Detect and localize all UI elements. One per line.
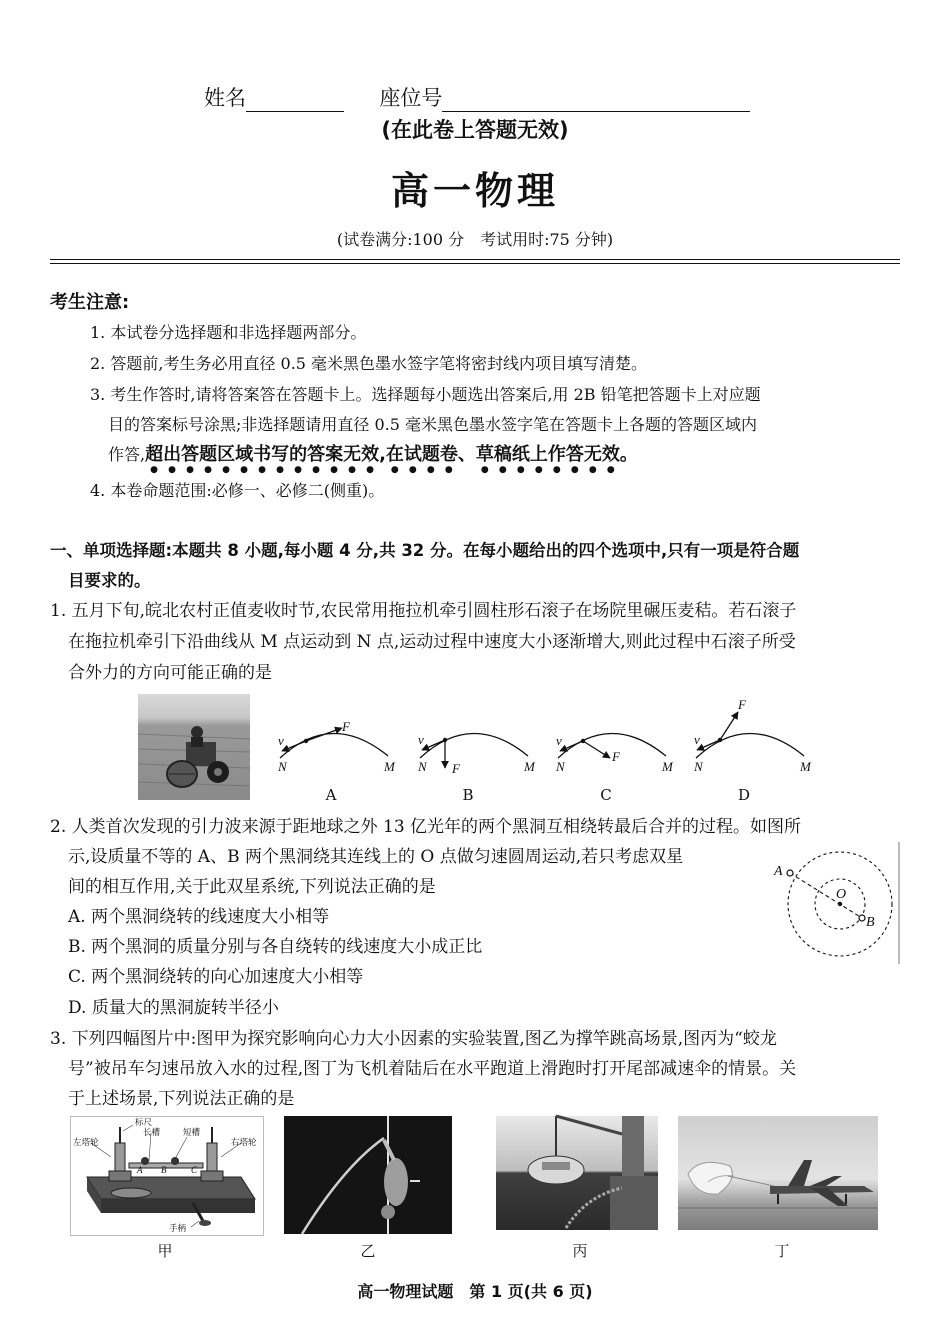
q1-line-1: 1. 五月下旬,皖北农村正值麦收时节,农民常用拖拉机牵引圆柱形石滚子在场院里碾压麦秸。若石滚子 (50, 601, 797, 621)
page-footer: 高一物理试题 第 1 页(共 6 页) (357, 1282, 593, 1301)
apparatus-label-right-tower: 右塔轮 (231, 1138, 257, 1148)
q1-option-c-label: C (600, 786, 612, 804)
q3-line-3: 于上述场景,下列说法正确的是 (68, 1089, 295, 1109)
binary-star-diagram (768, 838, 904, 968)
candidate-info-line (204, 82, 750, 112)
q1-line-3: 合外力的方向可能正确的是 (68, 663, 272, 683)
label-m-d: M (800, 759, 811, 774)
curve-option-d (696, 733, 804, 758)
label-v-c: v (556, 733, 562, 748)
q2-line-2: 示,设质量不等的 A、B 两个黑洞绕其连线上的 O 点做匀速圆周运动,若只考虑双星 (68, 847, 684, 867)
note-item-3-emphasis: 超出答题区域书写的答案无效,在试题卷、草稿纸上作答无效。 (145, 444, 638, 465)
q2-option-d: D. 质量大的黑洞旋转半径小 (68, 998, 279, 1018)
apparatus-label-b: B (161, 1165, 167, 1175)
label-m-a: M (384, 759, 395, 774)
label-f-b: F (452, 761, 460, 776)
note-item-4: 4. 本卷命题范围:必修一、必修二(侧重)。 (90, 481, 385, 500)
notes-heading: 考生注意: (50, 292, 130, 313)
jet-drag-chute-photo (678, 1116, 878, 1230)
apparatus-label-handle: 手柄 (169, 1224, 187, 1234)
apparatus-label-long-slot: 长槽 (143, 1128, 161, 1138)
seat-label: 座位号 (379, 86, 443, 110)
q1-line-2: 在拖拉机牵引下沿曲线从 M 点运动到 N 点,运动过程中速度大小逐渐增大,则此过程中石滚子所受 (68, 632, 796, 652)
name-label: 姓名 (204, 86, 246, 110)
binary-label-o: O (836, 887, 847, 902)
curve-option-b (420, 733, 528, 758)
note-item-2: 2. 答题前,考生务必用直径 0.5 毫米黑色墨水签字笔将密封线内项目填写清楚。 (90, 354, 648, 373)
caption-ding: 丁 (774, 1242, 790, 1260)
note-item-3-line-3 (108, 440, 638, 475)
label-v-a: v (278, 733, 284, 748)
centripetal-apparatus-photo (70, 1116, 264, 1236)
label-m-c: M (662, 759, 673, 774)
note-item-3-line-1: 3. 考生作答时,请将答案答在答题卡上。选择题每小题选出答案后,用 2B 铅笔把答题卡上对应题 (90, 385, 761, 404)
label-v-d: v (694, 732, 700, 747)
seat-blank (442, 89, 750, 112)
note-item-1: 1. 本试卷分选择题和非选择题两部分。 (90, 323, 367, 342)
q2-option-b: B. 两个黑洞的质量分别与各自绕转的线速度大小成正比 (68, 937, 483, 957)
name-blank (246, 89, 344, 112)
apparatus-label-c: C (191, 1165, 198, 1175)
tractor-photo (138, 694, 250, 800)
label-v-b: v (418, 732, 424, 747)
binary-label-b: B (866, 915, 875, 930)
caption-yi: 乙 (360, 1242, 376, 1260)
divider-top (50, 259, 900, 260)
q3-line-2: 号”被吊车匀速吊放入水的过程,图丁为飞机着陆后在水平跑道上滑跑时打开尾部减速伞的情景。关 (68, 1059, 797, 1079)
label-n-a: N (278, 759, 287, 774)
section-1-heading-line-2: 目要求的。 (68, 571, 151, 590)
page-title: 高一物理 (390, 169, 559, 213)
label-f-c: F (612, 749, 620, 764)
label-n-b: N (418, 759, 427, 774)
note-item-3-prefix: 作答, (108, 445, 146, 464)
label-n-c: N (556, 759, 565, 774)
q2-option-a: A. 两个黑洞绕转的线速度大小相等 (68, 907, 330, 927)
caption-bing: 丙 (572, 1242, 588, 1260)
label-m-b: M (524, 759, 535, 774)
caption-jia: 甲 (157, 1242, 173, 1260)
no-answer-notice: (在此卷上答题无效) (381, 118, 569, 142)
pole-vault-photo (284, 1116, 452, 1234)
divider-bottom (50, 263, 900, 264)
q1-options-diagram (272, 697, 811, 778)
label-f-a: F (342, 719, 350, 734)
apparatus-label-ruler: 标尺 (135, 1118, 153, 1128)
q2-option-c: C. 两个黑洞绕转的向心加速度大小相等 (68, 967, 364, 987)
apparatus-label-short-slot: 短槽 (183, 1128, 201, 1138)
section-1-heading-line-1: 一、单项选择题:本题共 8 小题,每小题 4 分,共 32 分。在每小题给出的四个选项中,只有一项是符合题 (50, 541, 800, 560)
label-n-d: N (694, 759, 703, 774)
q1-option-d-label: D (737, 786, 751, 804)
apparatus-label-a: A (137, 1165, 143, 1175)
apparatus-label-left-tower: 左塔轮 (73, 1138, 99, 1148)
q2-line-3: 间的相互作用,关于此双星系统,下列说法正确的是 (68, 877, 436, 897)
exam-info: (试卷满分:100 分 考试用时:75 分钟) (336, 230, 614, 249)
q1-option-b-label: B (462, 786, 474, 804)
q3-line-1: 3. 下列四幅图片中:图甲为探究影响向心力大小因素的实验装置,图乙为撑竿跳高场景,图丙为“蛟龙 (50, 1029, 777, 1049)
label-f-d: F (738, 697, 746, 712)
q1-option-a-label: A (325, 786, 337, 804)
q2-line-1: 2. 人类首次发现的引力波来源于距地球之外 13 亿光年的两个黑洞互相绕转最后合并的过程。如图所 (50, 817, 802, 837)
jiaolong-photo (496, 1116, 658, 1230)
binary-label-a: A (774, 864, 783, 879)
note-item-3-line-2: 目的答案标号涂黑;非选择题请用直径 0.5 毫米黑色墨水签字笔在答题卡上各题的答题区域内 (108, 415, 758, 434)
